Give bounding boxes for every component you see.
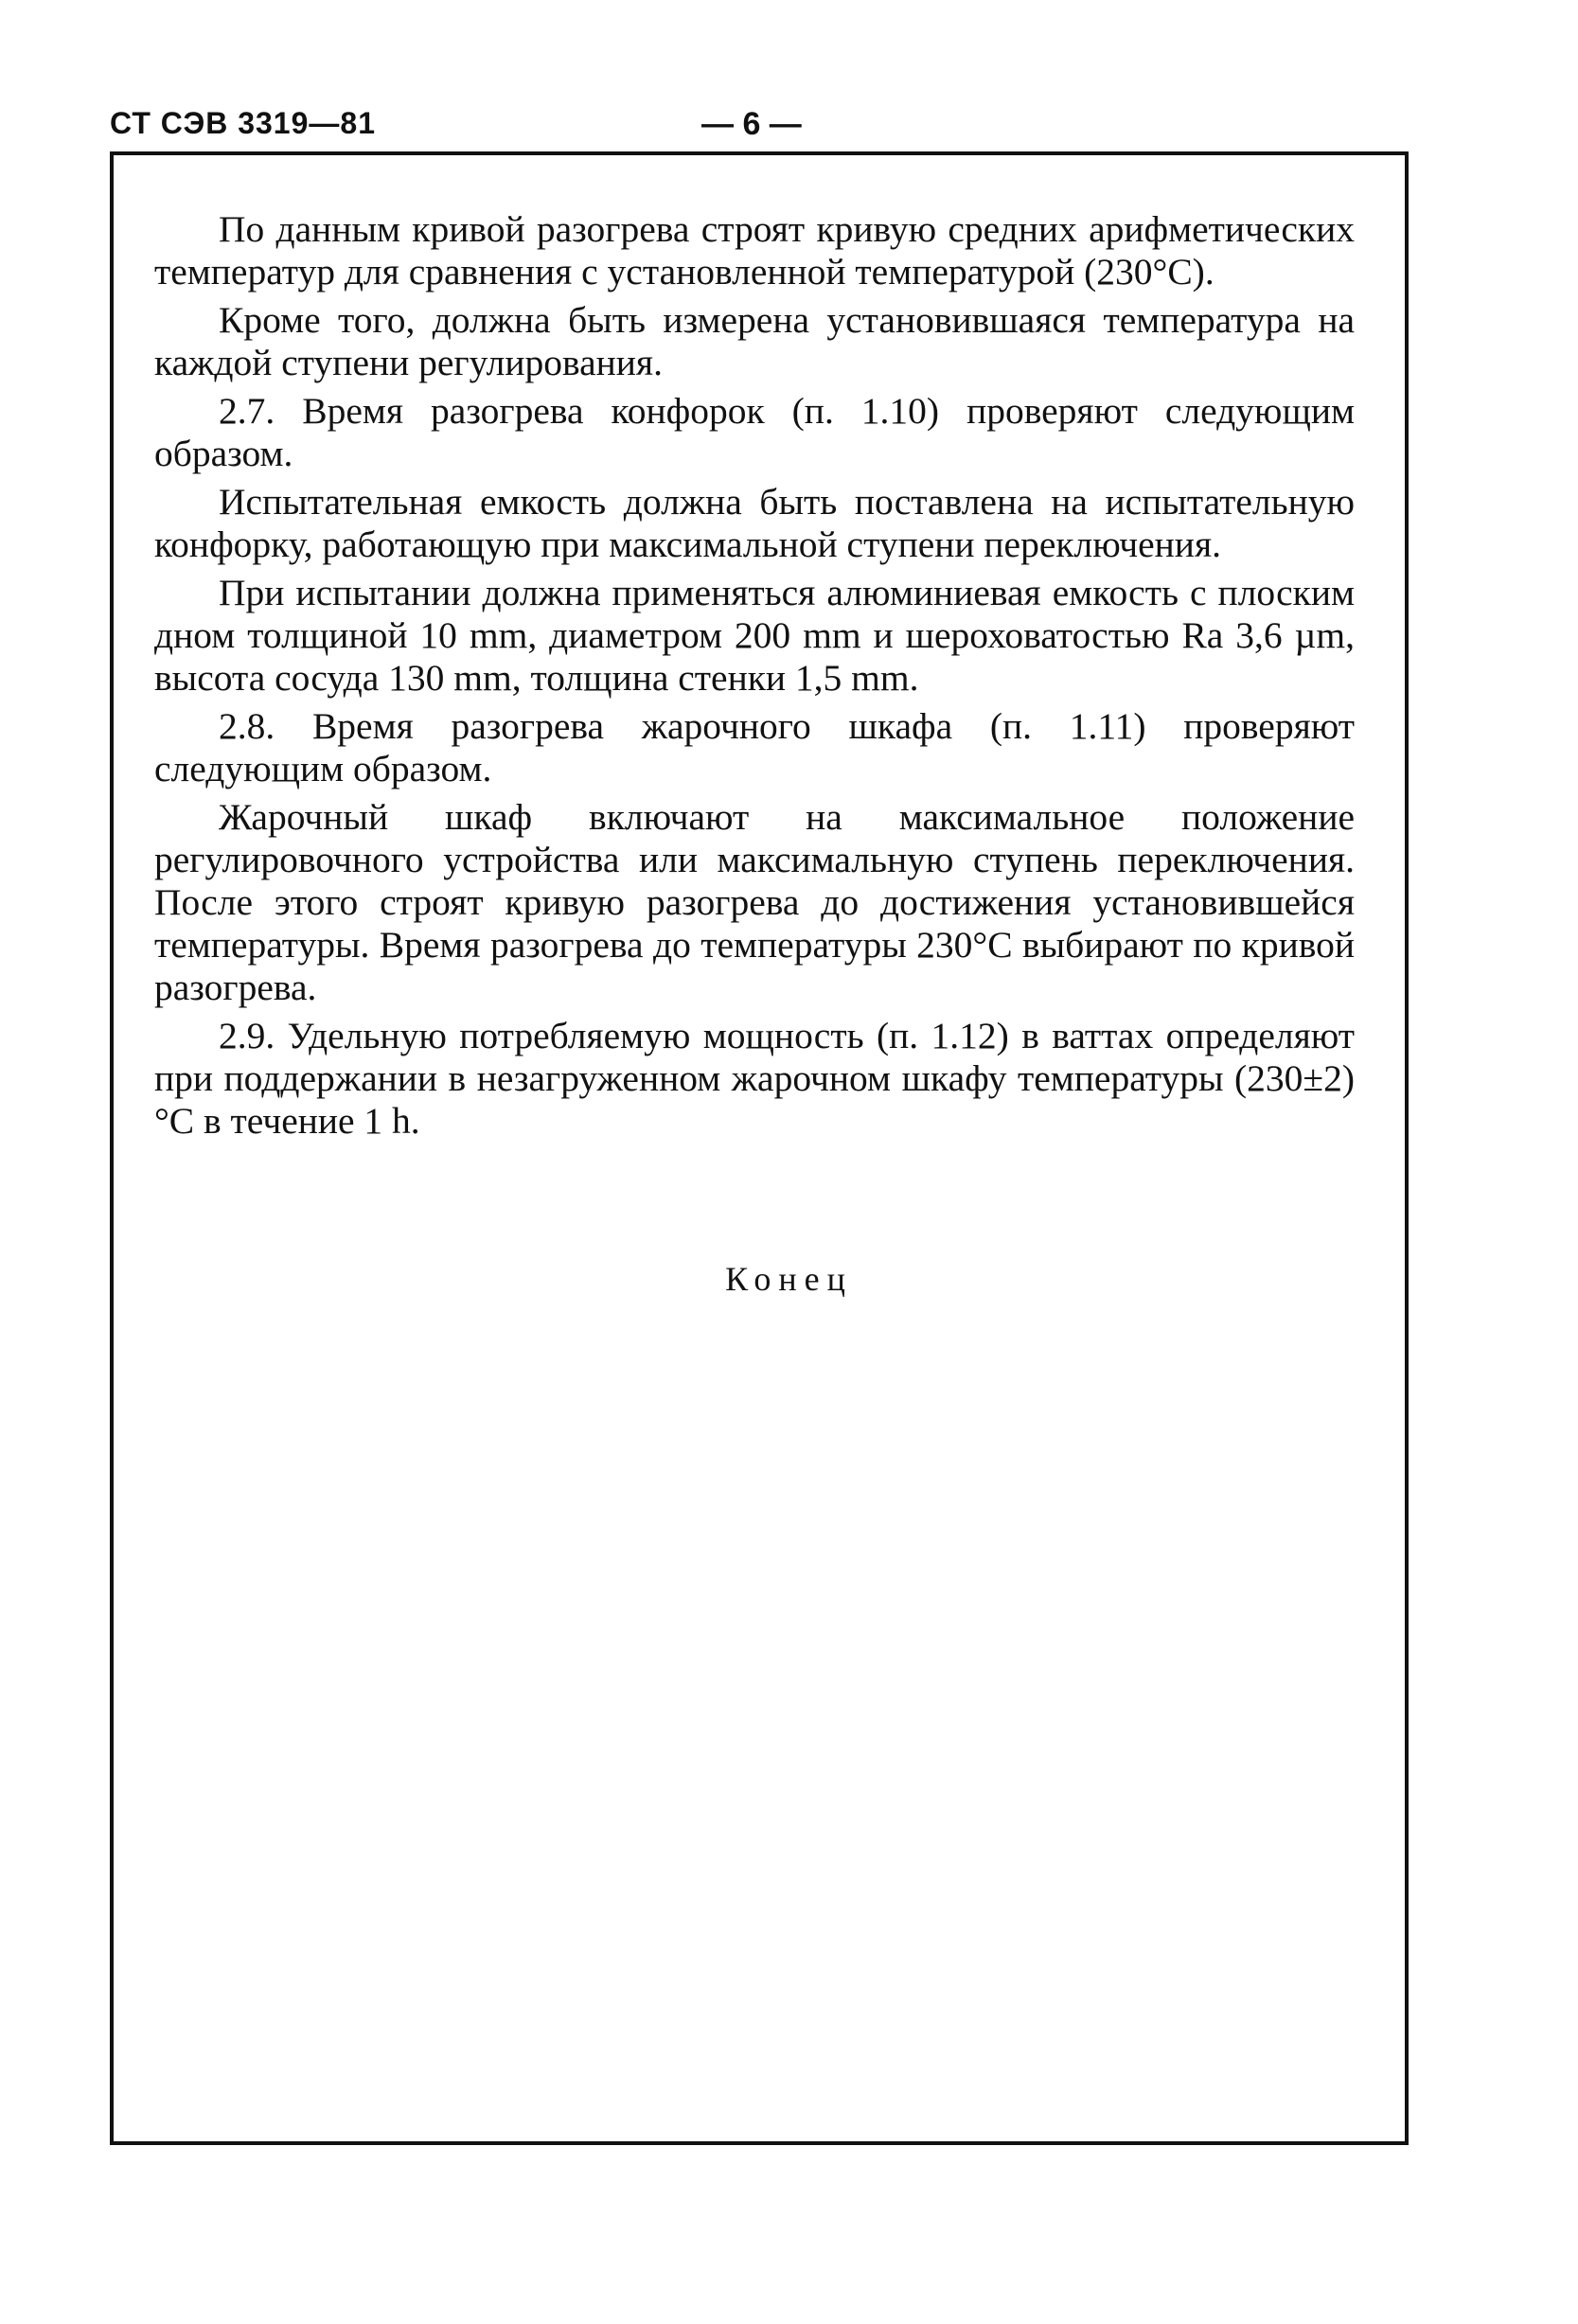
- paragraph: 2.9. Удельную потребляемую мощность (п. 1.12) в ваттах определяют при поддержании в незагруженном жарочном шкафу температуры (230±2)°С в течение 1 h.: [154, 1015, 1355, 1142]
- document-body: [154, 208, 1355, 1148]
- page-header: [110, 106, 1409, 151]
- paragraph: 2.8. Время разогрева жарочного шкафа (п. 1.11) проверяют следующим образом.: [154, 705, 1355, 789]
- paragraph: Испытательная емкость должна быть поставлена на испытательную конфорку, работающую при максимальной ступени переключения.: [154, 481, 1355, 565]
- document-end-mark: Конец: [725, 1260, 853, 1298]
- paragraph: Кроме того, должна быть измерена установившаяся температура на каждой ступени регулирования.: [154, 299, 1355, 383]
- paragraph: Жарочный шкаф включают на максимальное положение регулировочного устройства или максимальную ступень переключения. После этого строят кривую разогрева до достижения установившейся температуры. Время разогрева до температуры 230°С выбирают по кривой разогрева.: [154, 796, 1355, 1008]
- paragraph: При испытании должна применяться алюминиевая емкость с плоским дном толщиной 10 mm, диаметром 200 mm и шероховатостью Ra 3,6 µm, высота сосуда 130 mm, толщина стенки 1,5 mm.: [154, 572, 1355, 699]
- page-number: — 6 —: [701, 106, 802, 142]
- paragraph: По данным кривой разогрева строят кривую средних арифметических температур для сравнения с установленной температурой (230°С).: [154, 208, 1355, 293]
- document-code: СТ СЭВ 3319—81: [110, 106, 376, 140]
- paragraph: 2.7. Время разогрева конфорок (п. 1.10) проверяют следующим образом.: [154, 390, 1355, 474]
